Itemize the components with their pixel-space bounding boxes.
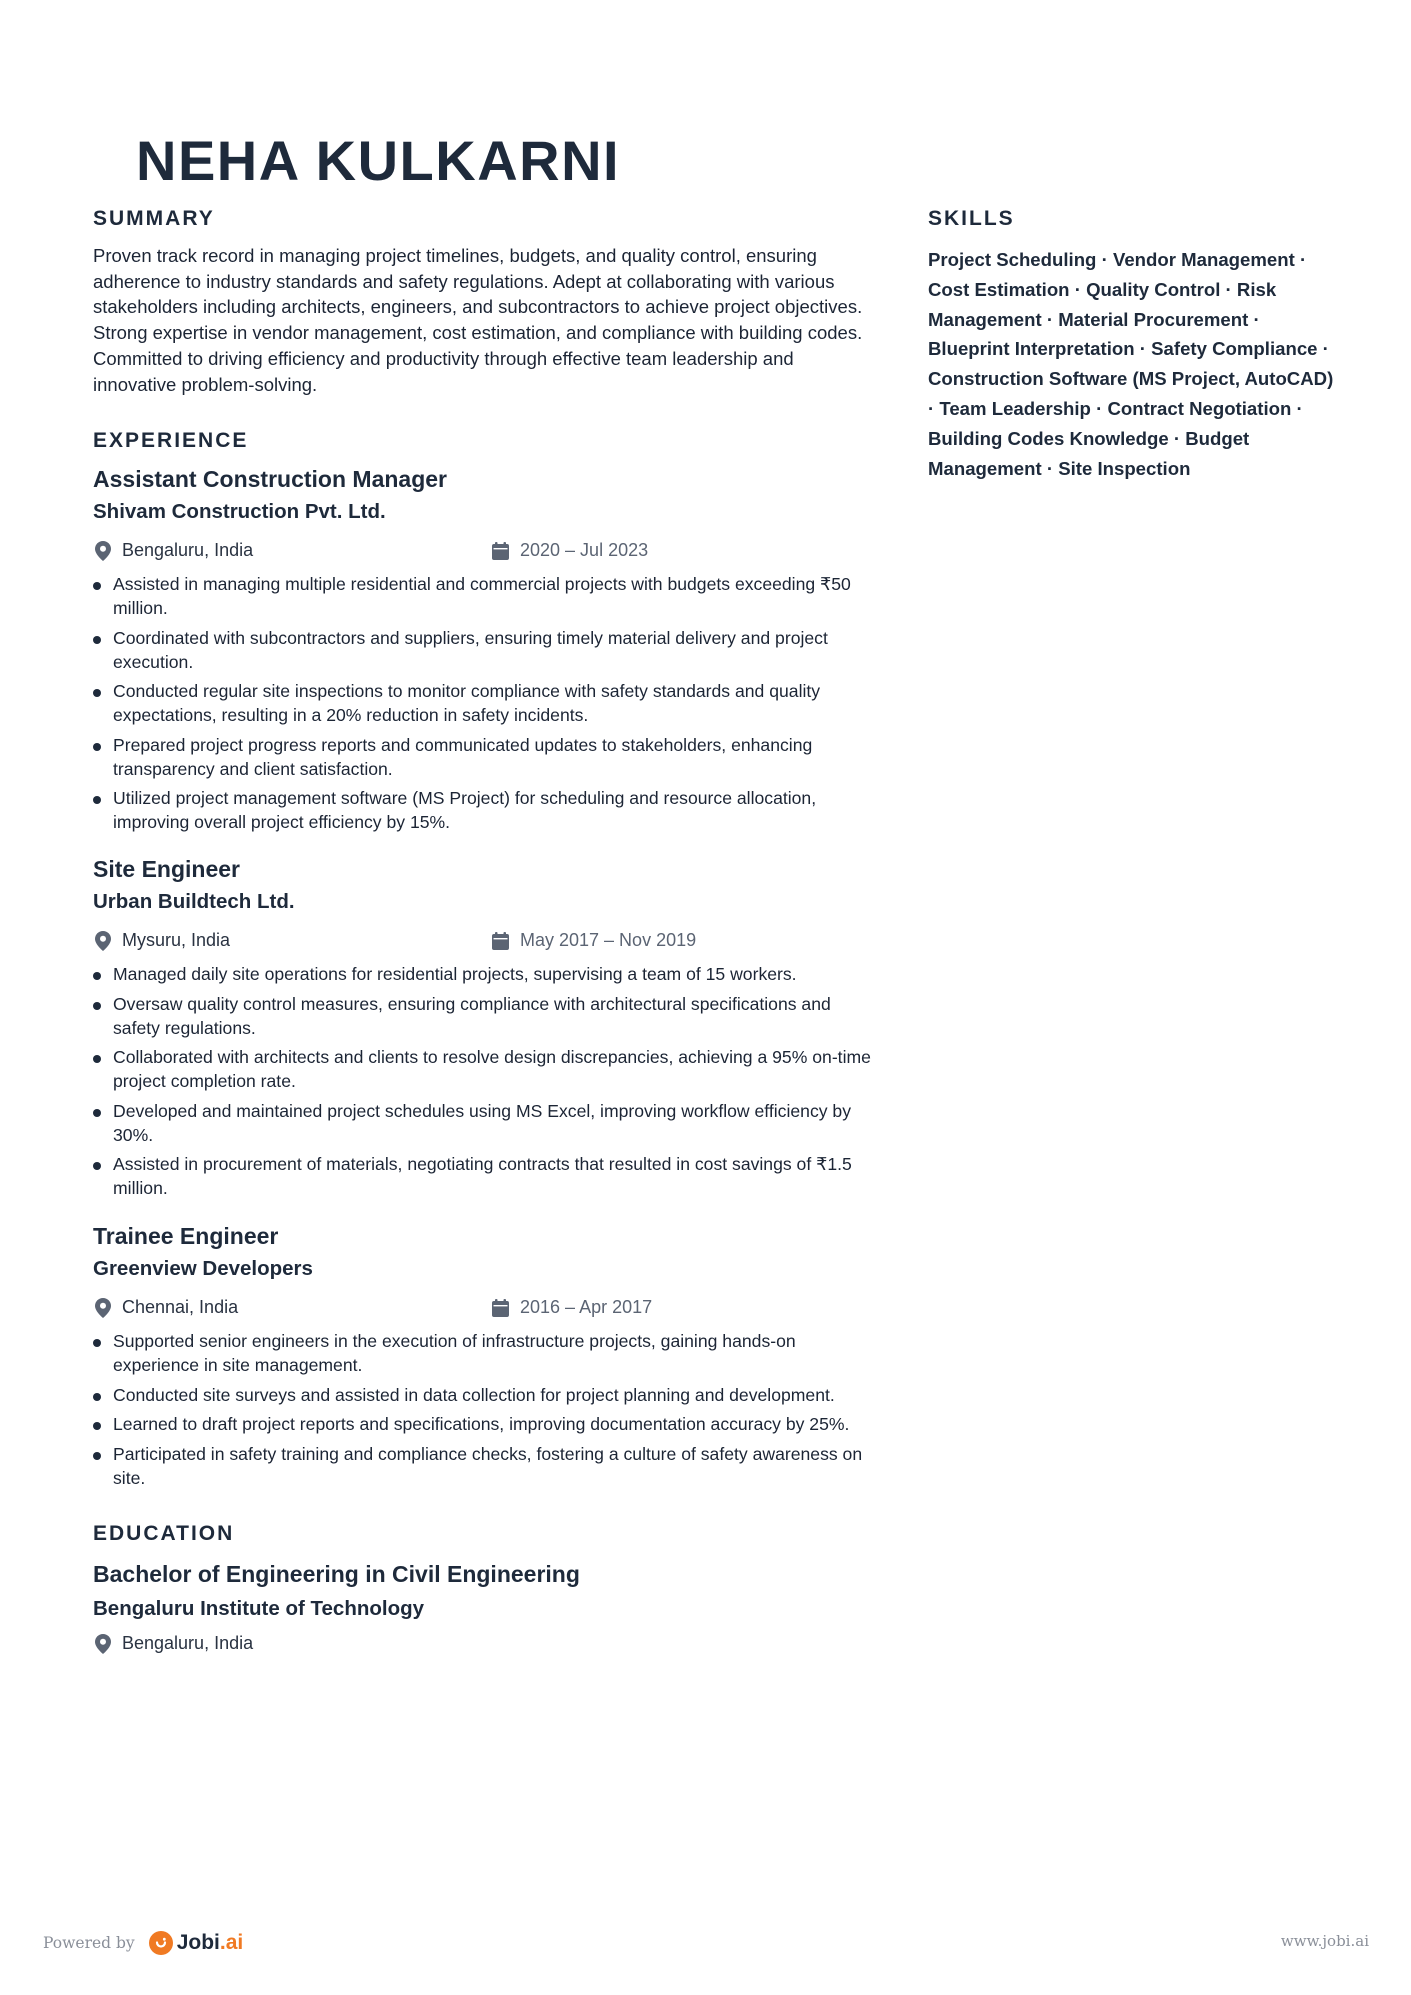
list-item: Coordinated with subcontractors and suppliers, ensuring timely material delivery and project execution. — [93, 626, 873, 674]
job-dates — [492, 540, 648, 561]
skill-item: Safety Compliance — [1151, 338, 1318, 360]
skill-separator: · — [1294, 249, 1307, 270]
job-location — [95, 1297, 238, 1318]
job-title: Site Engineer — [93, 856, 240, 882]
job-bullets — [93, 572, 873, 840]
summary-heading: SUMMARY — [93, 207, 215, 230]
list-item: Conducted regular site inspections to monitor compliance with safety standards and quality expectations, resulting in a 20% reduction in safety incidents. — [93, 679, 873, 727]
logo-main-text: Jobi — [176, 1931, 220, 1954]
list-item: Assisted in managing multiple residential and commercial projects with budgets exceeding ₹50 million. — [93, 572, 873, 620]
list-item: Utilized project management software (MS Project) for scheduling and resource allocation, improving overall project efficiency by 15%. — [93, 786, 873, 834]
list-item: Learned to draft project reports and specifications, improving documentation accuracy by 25%. — [93, 1412, 873, 1436]
skills-heading: SKILLS — [928, 207, 1015, 230]
skill-item: Site Inspection — [1058, 457, 1191, 479]
dates-text: 2020 – Jul 2023 — [520, 540, 649, 560]
list-item: Supported senior engineers in the execution of infrastructure projects, gaining hands-on experience in site management. — [93, 1329, 873, 1377]
list-item: Participated in safety training and compliance checks, fostering a culture of safety awareness on site. — [93, 1442, 873, 1490]
skill-item: Quality Control — [1086, 278, 1221, 300]
map-pin-icon — [95, 931, 111, 951]
job-bullets — [93, 962, 873, 1206]
list-item: Managed daily site operations for residential projects, supervising a team of 15 workers. — [93, 962, 873, 986]
skill-item: Budget Management — [928, 427, 1250, 479]
location-text: Mysuru, India — [122, 930, 231, 950]
skill-separator: · — [1041, 308, 1059, 330]
skill-item: Cost Estimation — [928, 278, 1070, 300]
skill-separator: · — [1041, 457, 1059, 479]
website-link[interactable]: www.jobi.ai — [1280, 1932, 1369, 1950]
company-name: Shivam Construction Pvt. Ltd. — [93, 500, 386, 523]
jobi-logo-icon — [149, 1931, 173, 1955]
company-name: Greenview Developers — [93, 1257, 313, 1280]
job-dates — [492, 1297, 652, 1318]
skill-item: Project Scheduling — [928, 249, 1097, 270]
candidate-name: NEHA KULKARNI — [136, 129, 621, 192]
skill-item: Material Procurement — [1058, 308, 1249, 330]
skill-item: Risk Management — [928, 278, 1277, 330]
calendar-icon — [492, 932, 509, 950]
skill-separator: · — [1220, 278, 1237, 300]
skills-list — [928, 245, 1338, 483]
job-title: Assistant Construction Manager — [93, 466, 447, 492]
skill-item: Contract Negotiation — [1107, 397, 1292, 419]
education-location — [95, 1633, 253, 1654]
location-text: Bengaluru, India — [122, 1633, 254, 1653]
list-item: Prepared project progress reports and communicated updates to stakeholders, enhancing transparency and client satisfaction. — [93, 733, 873, 781]
job-bullets — [93, 1329, 873, 1495]
skill-separator: · — [1168, 427, 1186, 449]
list-item: Developed and maintained project schedules using MS Excel, improving workflow efficiency by 30%. — [93, 1099, 873, 1147]
powered-by — [43, 1931, 243, 1955]
dates-text: May 2017 – Nov 2019 — [520, 930, 697, 950]
skill-item: Blueprint Interpretation — [928, 338, 1135, 360]
location-text: Bengaluru, India — [122, 540, 254, 560]
education-heading: EDUCATION — [93, 1522, 235, 1545]
logo-suffix-text: .ai — [219, 1931, 244, 1954]
skill-item: Building Codes Knowledge — [928, 427, 1169, 449]
skill-separator: · — [1134, 338, 1152, 360]
experience-heading: EXPERIENCE — [93, 429, 249, 452]
dates-text: 2016 – Apr 2017 — [520, 1297, 653, 1317]
job-location — [95, 540, 253, 561]
job-location — [95, 930, 230, 951]
map-pin-icon — [95, 1634, 111, 1654]
location-text: Chennai, India — [122, 1297, 239, 1317]
skill-separator: · — [1069, 278, 1087, 300]
calendar-icon — [492, 542, 509, 560]
job-title: Trainee Engineer — [93, 1223, 279, 1249]
company-name: Urban Buildtech Ltd. — [93, 890, 295, 913]
calendar-icon — [492, 1299, 509, 1317]
skill-item: Team Leadership — [939, 397, 1091, 419]
skill-separator: · — [928, 397, 940, 419]
list-item: Collaborated with architects and clients to resolve design discrepancies, achieving a 95% on-time project completion rate. — [93, 1045, 873, 1093]
skill-separator: · — [1291, 397, 1303, 419]
map-pin-icon — [95, 1298, 111, 1318]
jobi-logo — [149, 1931, 244, 1955]
list-item: Assisted in procurement of materials, negotiating contracts that resulted in cost savings of ₹1.5 million. — [93, 1152, 873, 1200]
skill-item: Construction Software (MS Project, AutoCAD) — [928, 368, 1334, 390]
skill-item: Vendor Management — [1112, 249, 1295, 270]
degree-title: Bachelor of Engineering in Civil Engineering — [93, 1561, 580, 1587]
summary-text: Proven track record in managing project timelines, budgets, and quality control, ensuring adherence to industry standards and safety regulations. Adept at collaborating with various stakeholders including architects, engineers, and subcontractors to achieve project objectives. Strong expertise in vendor management, cost estimation, and compliance with building codes. Committed to driving efficiency and productivity through effective team leadership and innovative problem-solving. — [93, 245, 863, 395]
skill-separator: · — [1248, 308, 1260, 330]
map-pin-icon — [95, 541, 111, 561]
school-name: Bengaluru Institute of Technology — [93, 1597, 425, 1620]
skill-separator: · — [1090, 397, 1108, 419]
list-item: Oversaw quality control measures, ensuring compliance with architectural specifications and safety regulations. — [93, 992, 873, 1040]
job-dates — [492, 930, 696, 951]
skill-separator: · — [1096, 249, 1113, 270]
list-item: Conducted site surveys and assisted in data collection for project planning and development. — [93, 1383, 873, 1407]
skill-separator: · — [1317, 338, 1329, 360]
powered-by-label: Powered by — [43, 1934, 135, 1952]
